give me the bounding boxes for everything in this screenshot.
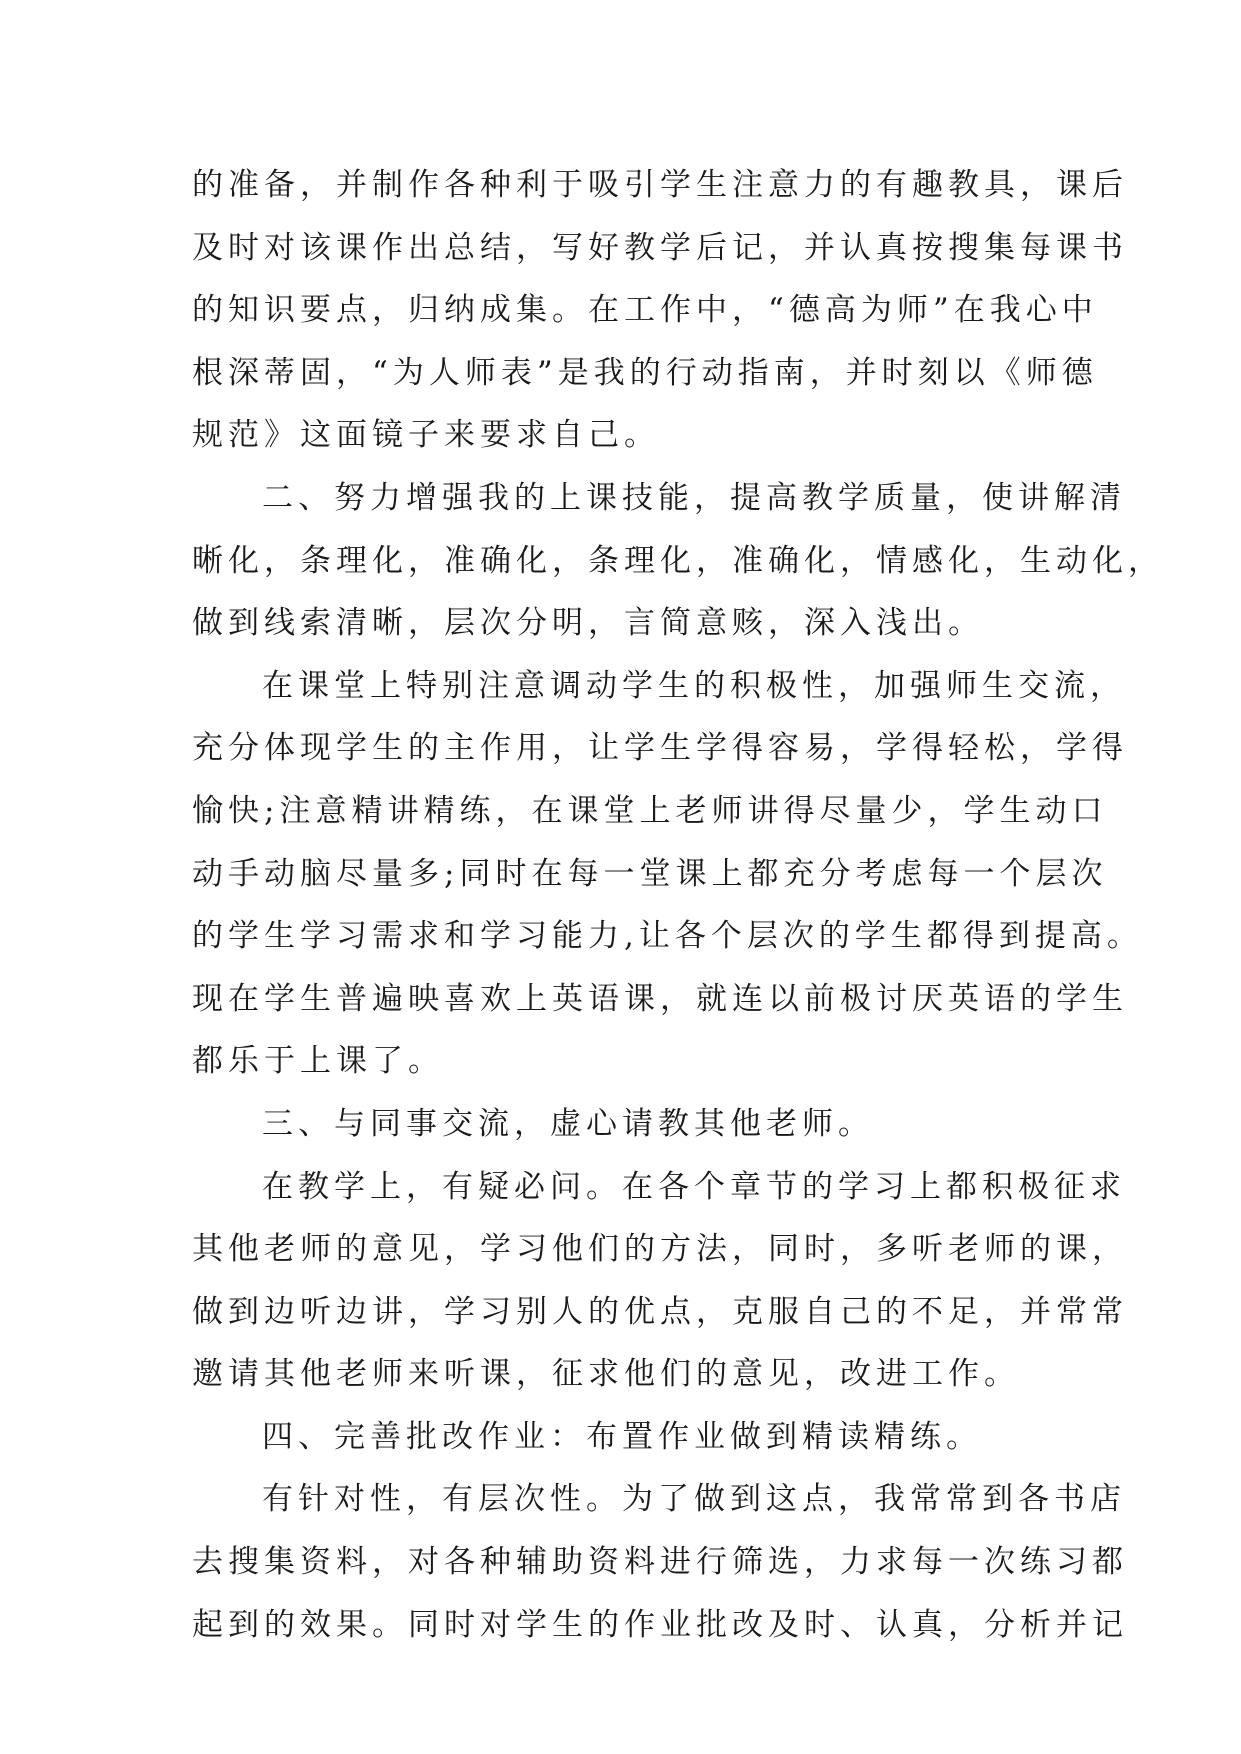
text-line: 的知识要点，归纳成集。在工作中，“德高为师”在我心中 — [192, 292, 1098, 329]
text-line: 做到边听边讲，学习别人的优点，克服自己的不足，并常常 — [192, 1293, 1128, 1330]
text-line: 规范》这面镜子来要求自己。 — [192, 417, 660, 454]
text-line: 去搜集资料，对各种辅助资料进行筛选，力求每一次练习都 — [192, 1544, 1128, 1581]
text-line: 都乐于上课了。 — [192, 1043, 444, 1080]
body-text — [192, 154, 1164, 1656]
text-line: 邀请其他老师来听课，征求他们的意见，改进工作。 — [192, 1356, 1020, 1393]
paragraph-first-line: 在课堂上特别注意调动学生的积极性，加强师生交流， — [262, 667, 1126, 704]
text-line: 根深蒂固，“为人师表”是我的行动指南，并时刻以《师德 — [192, 354, 1098, 391]
paragraph-first-line: 三、与同事交流，虚心请教其他老师。 — [262, 1105, 874, 1142]
text-line: 的准备，并制作各种利于吸引学生注意力的有趣教具，课后 — [192, 167, 1128, 203]
text-line: 充分体现学生的主作用，让学生学得容易，学得轻松，学得 — [192, 730, 1128, 767]
text-line: 晰化，条理化，准确化，条理化，准确化，情感化，生动化， — [192, 542, 1164, 579]
text-line: 及时对该课作出总结，写好教学后记，并认真按搜集每课书 — [192, 229, 1128, 266]
paragraph-first-line: 四、完善批改作业：布置作业做到精读精练。 — [262, 1418, 982, 1455]
paragraph-first-line: 二、努力增强我的上课技能，提高教学质量，使讲解清 — [262, 479, 1126, 516]
text-line: 现在学生普遍映喜欢上英语课，就连以前极讨厌英语的学生 — [192, 980, 1128, 1017]
text-line: 的学生学习需求和学习能力,让各个层次的学生都得到提高。 — [192, 918, 1143, 955]
paragraph-first-line: 在教学上，有疑必问。在各个章节的学习上都积极征求 — [262, 1168, 1126, 1205]
text-line: 动手动脑尽量多;同时在每一堂课上都充分考虑每一个层次 — [192, 855, 1108, 892]
text-line: 其他老师的意见，学习他们的方法，同时，多听老师的课， — [192, 1231, 1128, 1268]
text-line: 愉快;注意精讲精练，在课堂上老师讲得尽量少，学生动口 — [192, 792, 1108, 829]
text-line: 起到的效果。同时对学生的作业批改及时、认真，分析并记 — [192, 1606, 1128, 1643]
text-line: 做到线索清晰，层次分明，言简意赅，深入浅出。 — [192, 605, 984, 642]
paragraph-first-line: 有针对性，有层次性。为了做到这点，我常常到各书店 — [262, 1481, 1126, 1518]
